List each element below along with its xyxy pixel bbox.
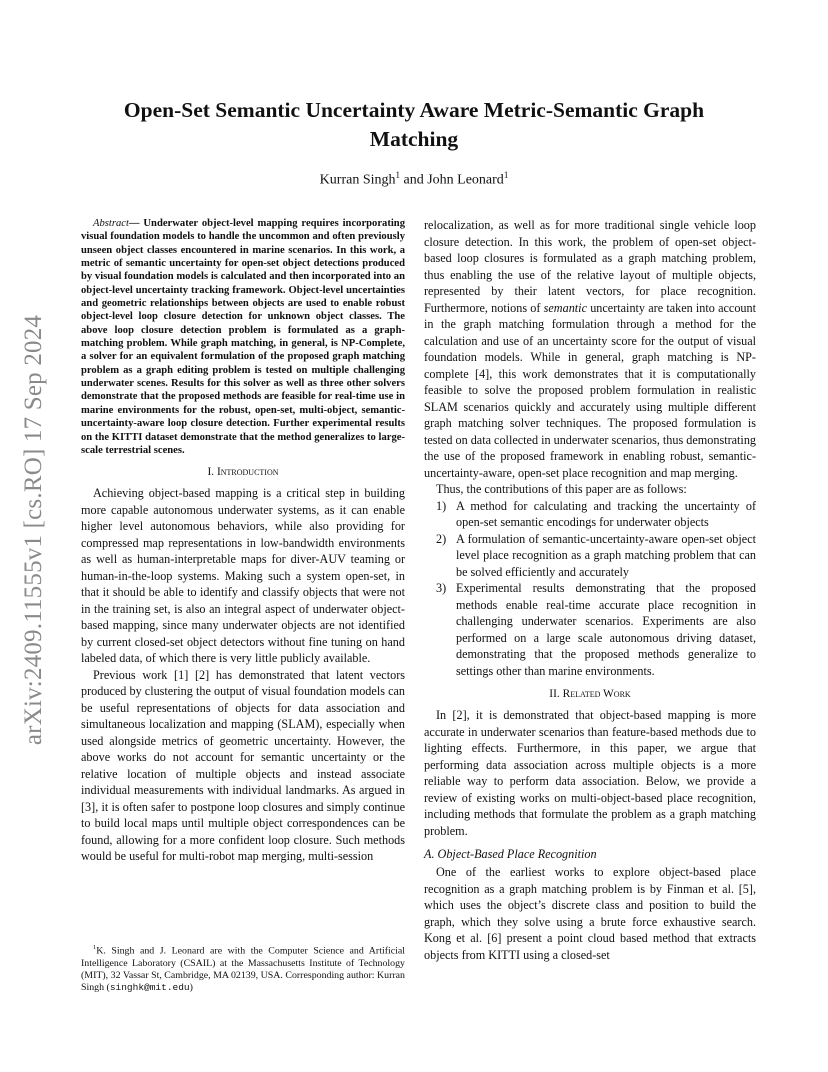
contributions-intro: Thus, the contributions of this paper are as follows:: [436, 482, 687, 496]
related-work-paragraph: One of the earliest works to explore object-based place recognition as a graph matching problem is by Finman et al. [5], which uses the object’s discrete class and position to build the graph, which they solve using a brute force exhaustive search. Kong et al. [6] present a point cloud based method that extracts objects from KITTI using a closed-set: [424, 865, 756, 962]
intro-paragraph: [424, 217, 756, 481]
right-column: [424, 217, 756, 963]
paper-title: Open-Set Semantic Uncertainty Aware Metric-Semantic Graph Matching: [123, 98, 705, 151]
paragraph-text: uncertainty are taken into account in the graph matching formulation through a method for the calculation and use of an uncertainty score for the output of visual foundation models. While in general, graph matching is NP-complete [4], this work demonstrates that it is computationally feasible to solve the proposed problem formulation in realistic SLAM scenarios quickly and accurately using multiple different graph matching solver techniques. The proposed formulation is tested on data collected in underwater scenarios, thus demonstrating the use of the proposed framework in enabling robust, semantic-uncertainty-aware, open-set place recognition and map merging.: [424, 300, 757, 480]
section-heading: [424, 686, 756, 702]
list-item: [424, 531, 756, 581]
section-title: Introduction: [216, 466, 279, 479]
arxiv-identifier-text: arXiv:2409.11555v1 [cs.RO] 17 Sep 2024: [20, 314, 47, 746]
list-number: 1): [436, 498, 447, 513]
left-column: [81, 217, 405, 865]
arxiv-identifier-stamp: [14, 250, 54, 810]
list-item-text: Experimental results demonstrating that the proposed methods enable real-time accurate place recognition in challenging underwater scenarios. Experiments are also performed on a large scale autonomous driving dataset, demonstrating that the proposed methods generalize to settings other than marine environments.: [456, 581, 756, 678]
abstract-text: Underwater object-level mapping requires incorporating visual foundation models to handle the uncommon and often previously unseen object classes encountered in marine scenarios. In this work, a metric of semantic uncertainty for open-set object detections produced by visual foundation models is calculated and then incorporated into an object-level uncertainty tracking framework. Object-level uncertainties and geometric relationships between objects are used to enable robust object-level loop closure detection for unknown object classes. The above loop closure detection problem is formulated as a graph-matching problem. While graph matching, in general, is NP-Complete, a solver for an equivalent formulation of the proposed graph matching problem as a graph editing problem is tested on multiple challenging underwater scenes. Results for this solver as well as three other solvers demonstrate that the proposed methods are feasible for real-time use in marine environments for the robust, open-set, multi-object, semantic-uncertainty-aware loop closure detection. Further experimental results on the KITTI dataset demonstrate that the method generalizes to large-scale terrestrial scenes.: [81, 218, 405, 456]
intro-paragraph: Previous work [1] [2] has demonstrated that latent vectors produced by clustering the output of visual foundation models can be useful representations of objects for data association and simultaneous localization and mapping (SLAM), especially when used alongside metrics of geometric uncertainty. However, the above works do not account for semantic uncertainty or the relative location of multiple objects and instead associate individual measurements with individual landmarks. As argued in [3], it is often safer to postpone loop closures and simply continue to build local maps until multiple object correspondences can be found, allowing for a more confident loop closure. Such methods would be useful for multi-robot map merging, multi-session: [81, 667, 405, 864]
list-item-text: A method for calculating and tracking the uncertainty of open-set semantic encodings for underwater objects: [456, 498, 756, 529]
author-name: Kurran Singh: [319, 172, 396, 188]
emphasis-text: semantic: [543, 300, 587, 315]
list-item: [424, 580, 756, 679]
author-line: [0, 170, 828, 189]
section-number: I.: [207, 466, 217, 479]
list-number: 2): [436, 531, 447, 546]
section-number: II.: [549, 688, 563, 700]
contributions-list: [424, 498, 756, 680]
footnote: [81, 942, 405, 994]
affiliation-mark: 1: [503, 170, 509, 180]
section-title: Related Work: [562, 688, 631, 700]
section-heading: [81, 464, 405, 480]
abstract: [81, 217, 405, 457]
affiliation-mark: 1: [395, 170, 400, 180]
abstract-dash: —: [128, 218, 144, 229]
footnote-text: K. Singh and J. Leonard are with the Computer Science and Artificial Intelligence Laboratory (CSAIL) at the Massachusetts Institute of Technology (MIT), 32 Vassar St, Cambridge, MA 02139, USA. Corresponding author: Kurran Singh (: [81, 945, 405, 994]
list-item-text: A formulation of semantic-uncertainty-aware open-set object level place recognition as a graph matching problem that can be solved efficiently and accurately: [456, 531, 756, 579]
list-number: 3): [436, 581, 447, 595]
related-work-paragraph: In [2], it is demonstrated that object-based mapping is more accurate in underwater scenarios than feature-based methods due to lighting effects. Furthermore, in this paper, we argue that performing data association across multiple objects is a more reliable way to perform data association. Below, we provide a review of existing works on multi-object-based place recognition, including methods that formulate the problem as a graph matching problem.: [424, 708, 756, 838]
subsection-heading: A. Object-Based Place Recognition: [424, 847, 597, 861]
abstract-label: Abstract: [93, 218, 129, 229]
author-email-link[interactable]: singhk@mit.edu: [109, 982, 190, 994]
author-connector: and: [400, 172, 428, 188]
paragraph-text: relocalization, as well as for more traditional single vehicle loop closure detection. In this work, the problem of open-set object-based loop closures is formulated as a graph matching problem, thus enabling the use of the relative layout of multiple objects, represented by their latent vectors, for place recognition. Furthermore, notions of: [424, 218, 756, 315]
list-item: [424, 498, 756, 531]
intro-paragraph: Achieving object-based mapping is a critical step in building more capable autonomous underwater systems, as it can enable higher level autonomous behaviors, while also providing for compressed map representations in low-bandwidth environments as well as human-interpretable maps for diver-AUV teaming or human-in-the-loop systems. Making such a system open-set, in that it should be able to identify and classify objects that were not in the training set, is also an integral aspect of underwater object-based mapping, since many underwater objects are not identified by current closed-set object detectors without fine tuning on hand labeled data, of which there is very little publicly available.: [81, 486, 405, 666]
author-name: John Leonard: [427, 172, 504, 188]
footnote-close: ): [189, 982, 193, 994]
footnote-mark: 1: [93, 944, 97, 951]
